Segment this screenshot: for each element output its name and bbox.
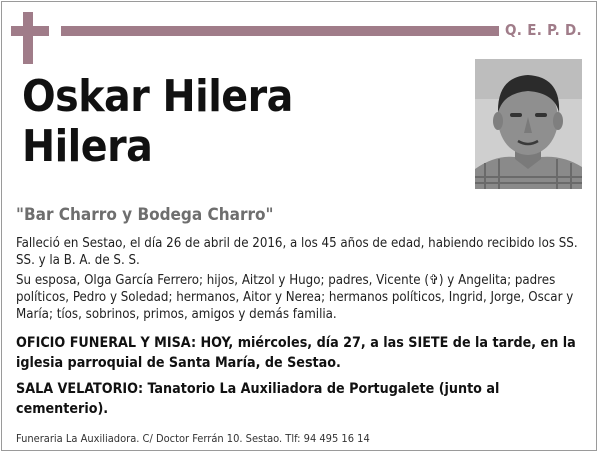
deceased-name <box>22 72 293 172</box>
family-paragraph: Su esposa, Olga García Ferrero; hijos, Aitzol y Hugo; padres, Vicente (✞) y Angelita; padres políticos, Pedro y Soledad; hermanos, Aitor y Nerea; hermanos políticos, Ingrid, Jorge, Oscar y María; tíos, sobrinos, primos, amigos y demás familia. <box>16 273 574 322</box>
obituary-card <box>1 1 597 451</box>
name-line-2: Hilera <box>22 121 153 172</box>
wake-room-paragraph: SALA VELATORIO: Tanatorio La Auxiliadora de Portugalete (junto al cementerio). <box>16 381 500 417</box>
cross-icon <box>23 12 33 64</box>
header-rule <box>61 26 499 36</box>
portrait-illustration <box>475 59 582 189</box>
portrait-photo <box>475 59 582 189</box>
funeral-service-paragraph: OFICIO FUNERAL Y MISA: HOY, miércoles, día 27, a las SIETE de la tarde, en la iglesia parroquial de Santa María, de Sestao. <box>16 335 576 371</box>
qepd-label: Q. E. P. D. <box>505 21 582 39</box>
death-notice-paragraph: Falleció en Sestao, el día 26 de abril de 2016, a los 45 años de edad, habiendo recibido los SS. SS. y la B. A. de S. S. <box>16 236 578 268</box>
name-line-1: Oskar Hilera <box>22 71 293 122</box>
business-name: "Bar Charro y Bodega Charro" <box>16 205 274 225</box>
cross-icon-arm <box>11 26 49 36</box>
funeral-home-footer: Funeraria La Auxiliadora. C/ Doctor Ferrán 10. Sestao. Tlf: 94 495 16 14 <box>16 432 370 445</box>
